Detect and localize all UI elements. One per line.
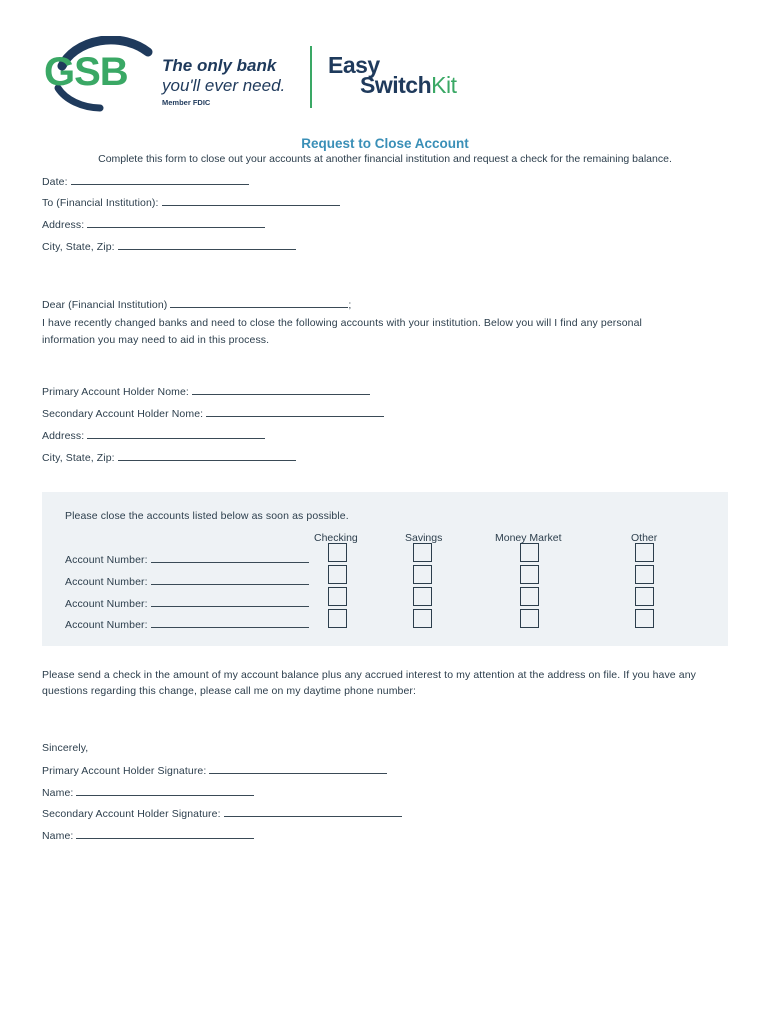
col-money-market: Money Market xyxy=(495,532,562,544)
primary-signature-field[interactable] xyxy=(42,764,387,777)
kit-switch: Switch xyxy=(360,72,432,98)
closing-para-line1: Please send a check in the amount of my account balance plus any accrued interest to my attention at the address on file. If you have any xyxy=(42,669,696,681)
checkbox-other-row2[interactable] xyxy=(635,565,654,584)
sincerely: Sincerely, xyxy=(42,742,89,754)
account-row-4[interactable] xyxy=(65,618,309,631)
salutation[interactable] xyxy=(42,298,351,311)
page-title: Request to Close Account xyxy=(301,136,469,151)
secondary-holder-blank[interactable] xyxy=(206,407,384,417)
holder-address-field[interactable] xyxy=(42,429,265,442)
checkbox-other-row3[interactable] xyxy=(635,587,654,606)
primary-holder-blank[interactable] xyxy=(192,385,370,395)
checkbox-savings-row3[interactable] xyxy=(413,587,432,606)
institution-blank[interactable] xyxy=(162,196,340,206)
date-label: Date: xyxy=(42,176,68,188)
account-number-label: Account Number: xyxy=(65,598,148,610)
account-number-label: Account Number: xyxy=(65,619,148,631)
account-row-2[interactable] xyxy=(65,575,309,588)
recipient-city-field[interactable] xyxy=(42,240,296,253)
gsb-logo-text: GSB xyxy=(44,50,128,94)
checkbox-other-row4[interactable] xyxy=(635,609,654,628)
checkbox-money-market-row4[interactable] xyxy=(520,609,539,628)
recipient-address-blank[interactable] xyxy=(87,218,265,228)
primary-signature-label: Primary Account Holder Signature: xyxy=(42,765,207,777)
checkbox-money-market-row3[interactable] xyxy=(520,587,539,606)
checkbox-money-market-row1[interactable] xyxy=(520,543,539,562)
col-savings: Savings xyxy=(405,532,443,544)
secondary-holder-field[interactable] xyxy=(42,407,384,420)
letter-body-line2: information you may need to aid in this process. xyxy=(42,334,270,346)
recipient-city-blank[interactable] xyxy=(118,240,296,250)
name2-label: Name: xyxy=(42,830,74,842)
secondary-holder-label: Secondary Account Holder Nome: xyxy=(42,408,204,420)
checkbox-checking-row2[interactable] xyxy=(328,565,347,584)
account-number-label: Account Number: xyxy=(65,554,148,566)
holder-city-field[interactable] xyxy=(42,451,296,464)
col-other: Other xyxy=(631,532,658,544)
recipient-address-field[interactable] xyxy=(42,218,265,231)
account-number-blank[interactable] xyxy=(151,575,309,585)
secondary-signature-blank[interactable] xyxy=(224,807,402,817)
holder-city-label: City, State, Zip: xyxy=(42,452,115,464)
checkbox-checking-row3[interactable] xyxy=(328,587,347,606)
institution-label: To (Financial Institution): xyxy=(42,197,159,209)
primary-signature-blank[interactable] xyxy=(209,764,387,774)
account-row-1[interactable] xyxy=(65,553,309,566)
holder-address-label: Address: xyxy=(42,430,85,442)
checkbox-other-row1[interactable] xyxy=(635,543,654,562)
primary-holder-label: Primary Account Holder Nome: xyxy=(42,386,189,398)
secondary-signature-label: Secondary Account Holder Signature: xyxy=(42,808,221,820)
kit-kit: Kit xyxy=(431,72,457,98)
account-number-blank[interactable] xyxy=(151,553,309,563)
tagline-line1: The only bank xyxy=(162,56,277,75)
salutation-label: Dear (Financial Institution) xyxy=(42,299,168,311)
checkbox-checking-row4[interactable] xyxy=(328,609,347,628)
letter-body-line1: I have recently changed banks and need to close the following accounts with your institution. Below you will I find any personal xyxy=(42,317,642,329)
holder-address-blank[interactable] xyxy=(87,429,265,439)
kit-easy: Easy xyxy=(328,52,380,78)
recipient-city-label: City, State, Zip: xyxy=(42,241,115,253)
primary-holder-field[interactable] xyxy=(42,385,370,398)
account-row-3[interactable] xyxy=(65,597,309,610)
col-checking: Checking xyxy=(314,532,358,544)
date-field[interactable] xyxy=(42,175,249,188)
checkbox-savings-row1[interactable] xyxy=(413,543,432,562)
member-fdic: Member FDIC xyxy=(162,98,211,107)
name1-field[interactable] xyxy=(42,786,254,799)
account-number-blank[interactable] xyxy=(151,618,309,628)
checkbox-savings-row2[interactable] xyxy=(413,565,432,584)
date-blank[interactable] xyxy=(71,175,249,185)
kit-switch-kit xyxy=(360,72,456,99)
account-number-blank[interactable] xyxy=(151,597,309,607)
salutation-blank[interactable] xyxy=(170,298,348,308)
secondary-signature-field[interactable] xyxy=(42,807,402,820)
name1-label: Name: xyxy=(42,787,74,799)
accounts-instruction: Please close the accounts listed below as soon as possible. xyxy=(65,510,349,522)
closing-para-line2: questions regarding this change, please call me on my daytime phone number: xyxy=(42,685,417,697)
tagline-line2: you'll ever need. xyxy=(162,76,286,95)
name2-field[interactable] xyxy=(42,829,254,842)
checkbox-checking-row1[interactable] xyxy=(328,543,347,562)
salutation-end: ; xyxy=(348,299,352,311)
name1-blank[interactable] xyxy=(76,786,254,796)
checkbox-money-market-row2[interactable] xyxy=(520,565,539,584)
recipient-address-label: Address: xyxy=(42,219,85,231)
institution-field[interactable] xyxy=(42,196,340,209)
holder-city-blank[interactable] xyxy=(118,451,296,461)
header-divider xyxy=(310,46,312,108)
intro-text: Complete this form to close out your accounts at another financial institution and request a check for the remaining balance. xyxy=(98,153,672,165)
account-number-label: Account Number: xyxy=(65,576,148,588)
checkbox-savings-row4[interactable] xyxy=(413,609,432,628)
name2-blank[interactable] xyxy=(76,829,254,839)
